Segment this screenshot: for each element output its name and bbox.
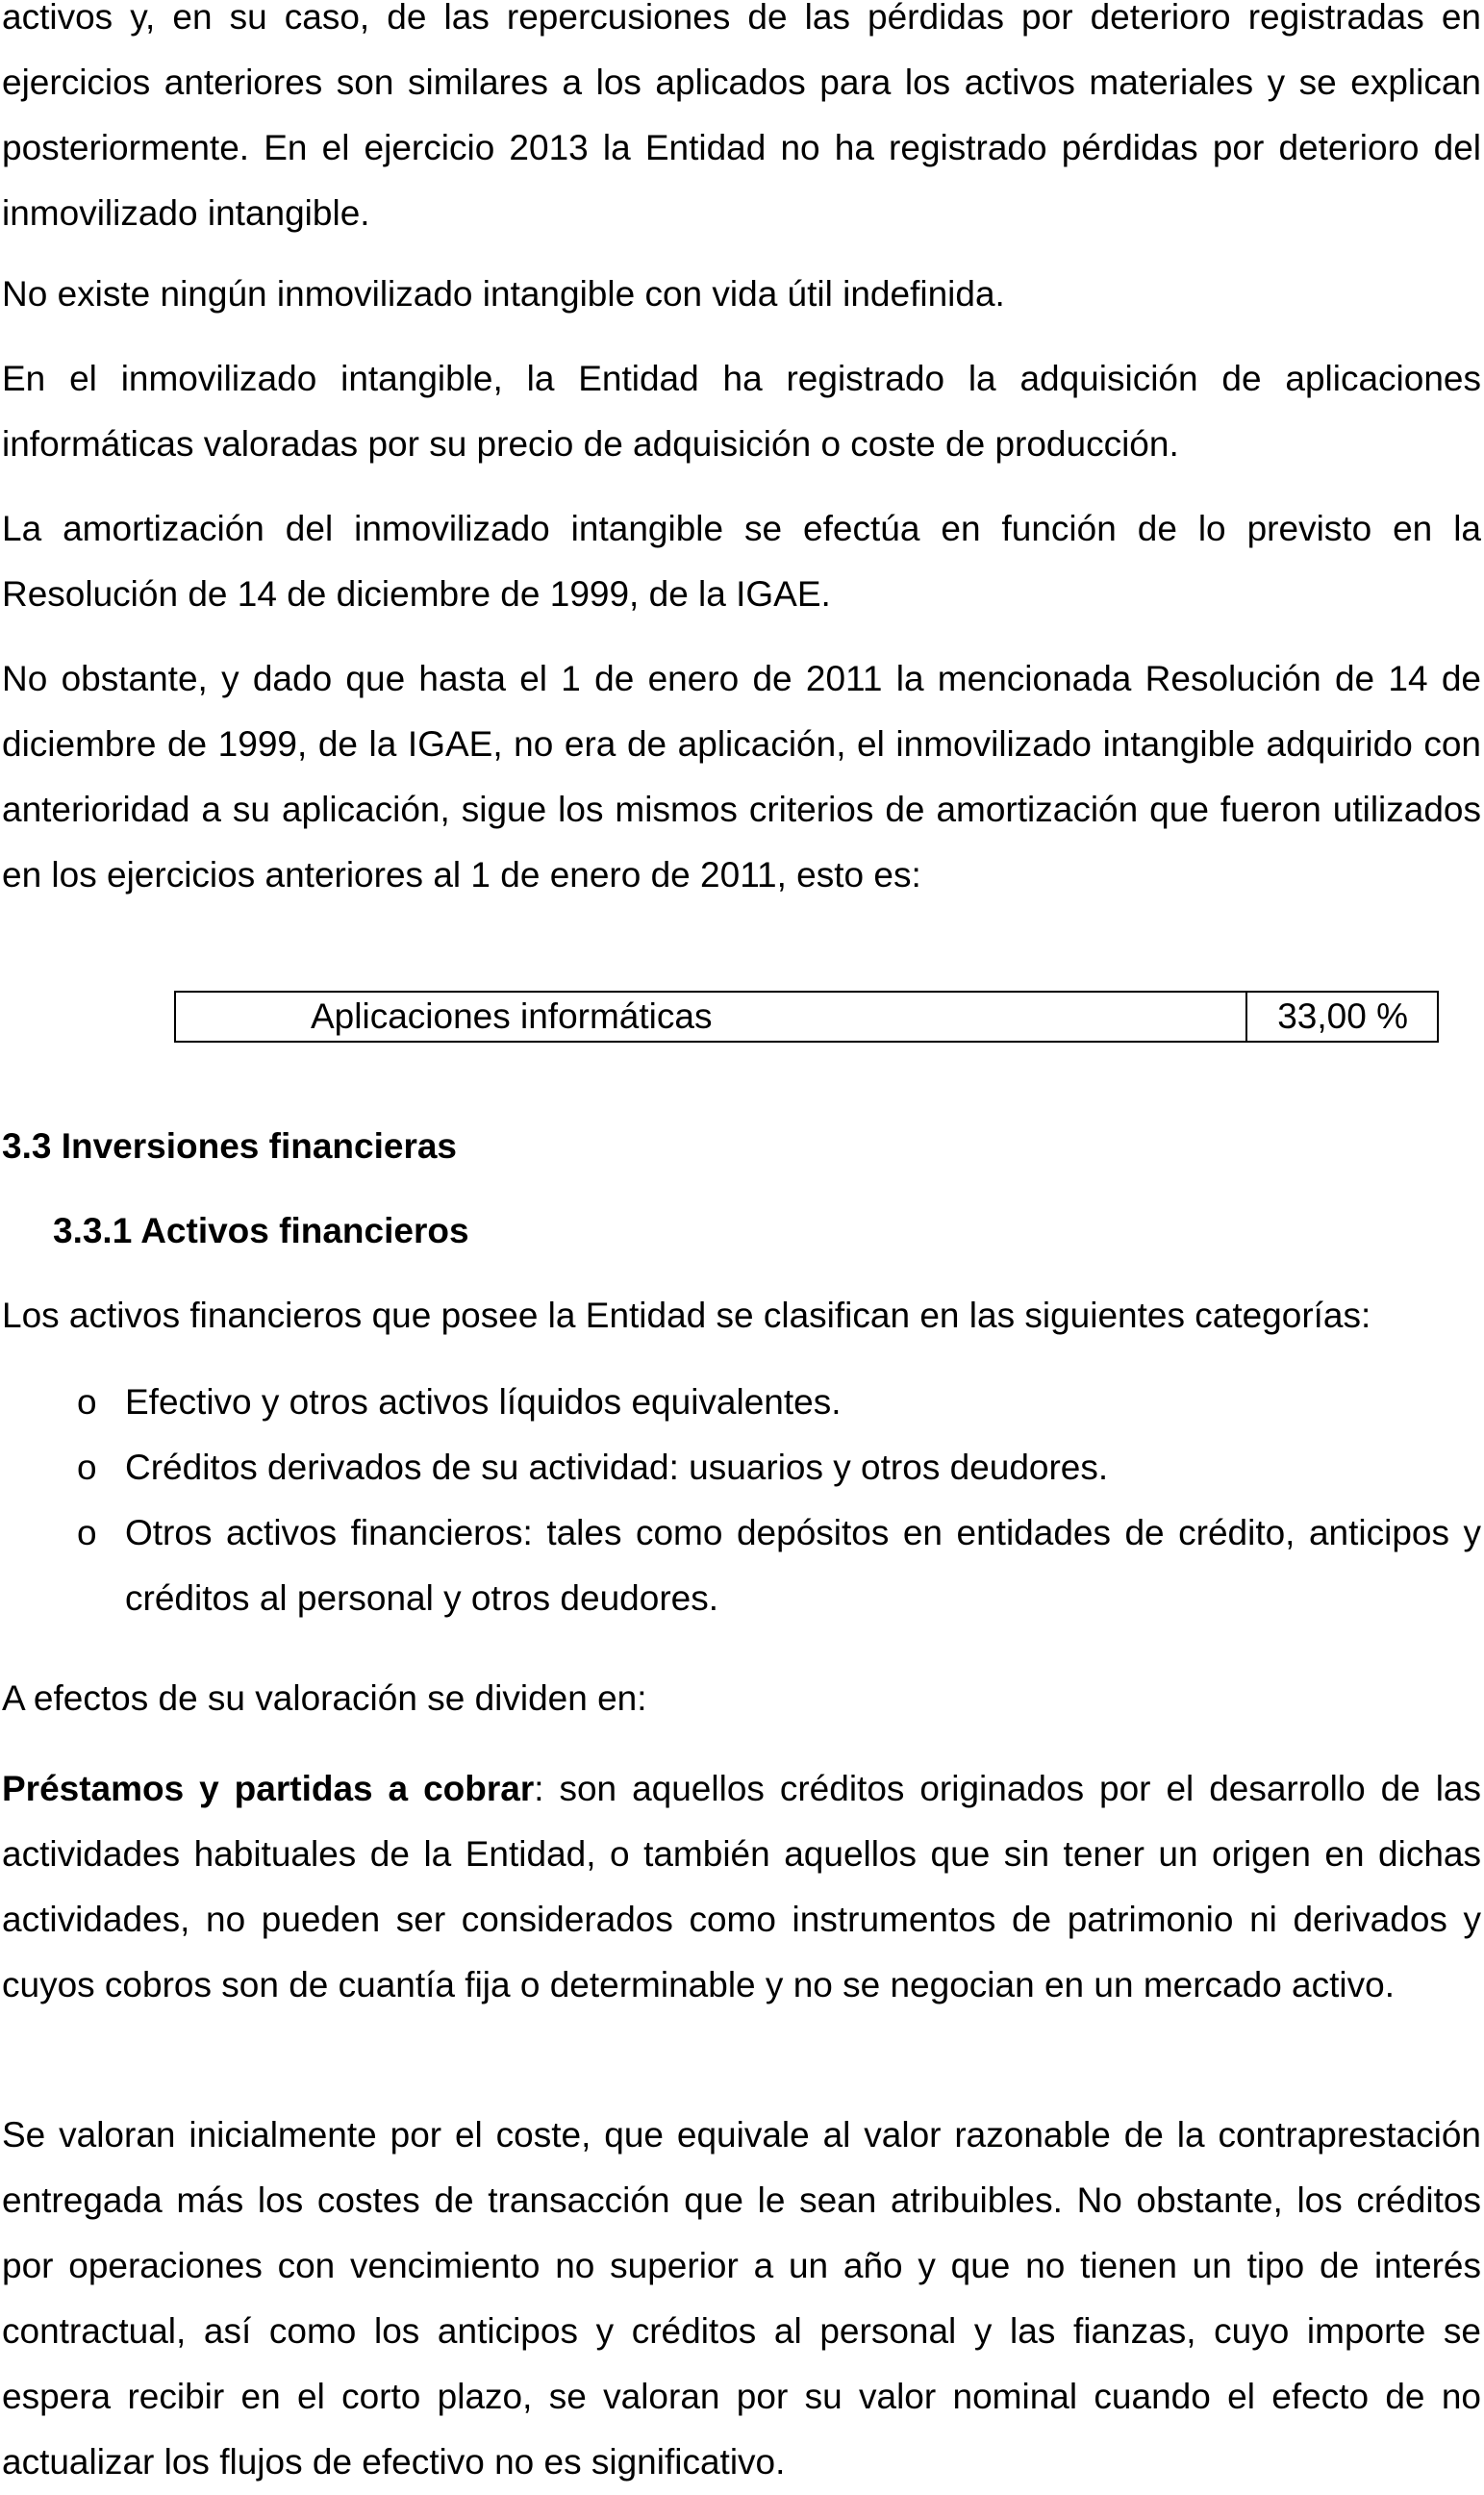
rate-value-cell: 33,00 %	[1246, 992, 1438, 1042]
table-row	[175, 992, 1438, 1042]
paragraph-amortizacion: La amortización del inmovilizado intangible se efectúa en función de lo previsto en la Resolución de 14 de diciembre de 1999, de la IGAE.	[2, 509, 1481, 614]
list-bullet: o	[77, 1382, 97, 1422]
paragraph-aplicaciones: En el inmovilizado intangible, la Entidad ha registrado la adquisición de aplicaciones informáticas valoradas por su precio de adquisición o coste de producción.	[2, 359, 1481, 464]
term-prestamos: Préstamos y partidas a cobrar	[2, 1769, 535, 1808]
paragraph-no-obstante: No obstante, y dado que hasta el 1 de enero de 2011 la mencionada Resolución de 14 de diciembre de 1999, de la IGAE, no era de aplicación, el inmovilizado intangible adquirido con anterioridad a su aplicación, sigue los mismos criterios de amortización que fueron utilizados en los ejercicios anteriores al 1 de enero de 2011, esto es:	[2, 659, 1481, 895]
section-heading: 3.3 Inversiones financieras	[2, 1126, 458, 1166]
paragraph-valoracion: A efectos de su valoración se dividen en:	[2, 1678, 647, 1718]
paragraph-categorias: Los activos financieros que posee la Entidad se clasifican en las siguientes categorías:	[2, 1296, 1371, 1335]
amortization-rate-table	[174, 991, 1439, 1043]
list-item-text: Créditos derivados de su actividad: usuarios y otros deudores.	[125, 1448, 1109, 1487]
list-item-text: Otros activos financieros: tales como depósitos en entidades de crédito, anticipos y créditos al personal y otros deudores.	[125, 1513, 1481, 1618]
definition-prestamos: : son aquellos créditos originados por el desarrollo de las actividades habituales de la Entidad, o también aquellos que sin tener un origen en dichas actividades, no pueden ser considerados como instrumentos de patrimonio ni derivados y cuyos cobros son de cuantía fija o determinable y no se negocian en un mercado activo.	[2, 1769, 1482, 2004]
rate-label-cell: Aplicaciones informáticas	[175, 992, 1246, 1042]
paragraph-prestamos	[2, 1756, 1481, 2018]
subsection-heading: 3.3.1 Activos financieros	[53, 1211, 469, 1250]
list-item-text: Efectivo y otros activos líquidos equivalentes.	[125, 1382, 842, 1422]
list-bullet: o	[77, 1448, 97, 1487]
paragraph-deterioro: activos y, en su caso, de las repercusiones de las pérdidas por deterioro registradas en ejercicios anteriores son similares a los aplicados para los activos materiales y se explican posteriormente. En el ejercicio 2013 la Entidad no ha registrado pérdidas por deterioro del inmovilizado intangible.	[2, 0, 1481, 233]
paragraph-vida-util: No existe ningún inmovilizado intangible con vida útil indefinida.	[2, 274, 1005, 314]
paragraph-valoracion-inicial: Se valoran inicialmente por el coste, que equivale al valor razonable de la contraprestación entregada más los costes de transacción que le sean atribuibles. No obstante, los créditos por operaciones con vencimiento no superior a un año y que no tienen un tipo de interés contractual, así como los anticipos y créditos al personal y las fianzas, cuyo importe se espera recibir en el corto plazo, se valoran por su valor nominal cuando el efecto de no actualizar los flujos de efectivo no es significativo.	[2, 2115, 1481, 2482]
list-bullet: o	[77, 1513, 97, 1552]
